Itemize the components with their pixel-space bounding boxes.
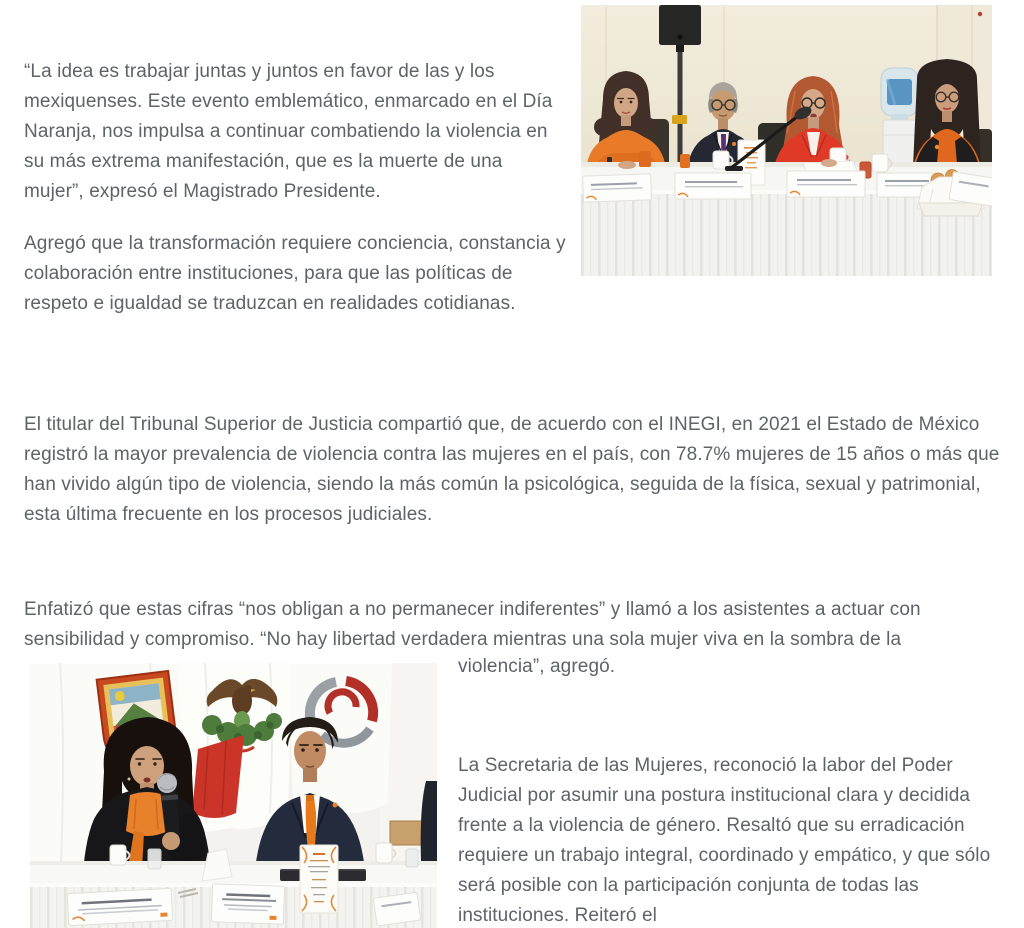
menu-card xyxy=(300,845,338,913)
paragraph-enfatizo: Enfatizó que estas cifras “nos obligan a no permanecer indiferentes” y llamó a los asistentes a actuar con sensibilidad y compromiso. “No hay libertad verdadera mientras una sola mujer viva en la sombra de la xyxy=(24,599,921,650)
name-card xyxy=(787,171,865,197)
paragraph-quote-magistrado: “La idea es trabajar juntas y juntos en favor de las y los mexiquenses. Este evento emblemático, enmarcado en el Día Naranja, nos impulsa a continuar combatiendo la violencia en su más extrema manifestación, que es la muerte de una mujer”, expresó el Magistrado Presidente. xyxy=(24,61,553,202)
name-card xyxy=(67,888,173,925)
paragraph-secretaria-mujeres: La Secretaria de las Mujeres, reconoció la labor del Poder Judicial por asumir una postura institucional clara y decidida frente a la violencia de género. Resaltó que su erradicación requiere un trabajo integral, coordinado y empático, y que sólo será posible con la participación conjunta de todas las instituciones. Reiteró el xyxy=(458,755,991,926)
name-card xyxy=(211,884,284,924)
panelist-woman-black-vest xyxy=(911,59,983,175)
photo-oradores-banderas xyxy=(30,663,437,928)
name-card xyxy=(373,892,420,926)
paragraph-enfatizo-continuacion: violencia”, agregó. xyxy=(458,656,616,677)
photo-speakers-illustration xyxy=(30,663,437,928)
paragraph-transformacion: Agregó que la transformación requiere conciencia, constancia y colaboración entre instituciones, para que las políticas de respeto e igualdad se traduzcan en realidades cotidianas. xyxy=(24,233,566,314)
name-card xyxy=(583,174,652,202)
paragraph-inegi-estadisticas: El titular del Tribunal Superior de Justicia compartió que, de acuerdo con el INEGI, en 2021 el Estado de México registró la mayor prevalencia de violencia contra las mujeres en el país, con 78.7% mujeres de 15 años o más que han vivido algún tipo de violencia, siendo la más común la psicológica, seguida de la física, sexual y patrimonial, esta última frecuente en los procesos judiciales. xyxy=(24,414,1000,525)
flag-mexico xyxy=(178,663,292,835)
photo-panel-illustration xyxy=(581,5,992,276)
photo-panel-presidium-dia-naranja xyxy=(581,5,992,276)
name-card xyxy=(675,173,751,199)
